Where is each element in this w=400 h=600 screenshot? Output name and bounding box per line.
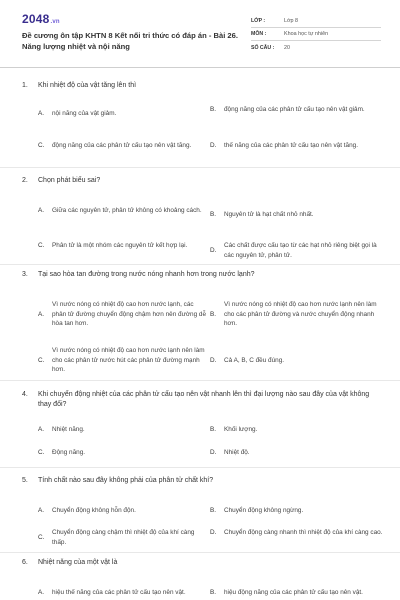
- meta-label: LỚP :: [251, 18, 266, 24]
- option-letter: B.: [210, 106, 217, 113]
- option-d[interactable]: [210, 241, 385, 260]
- option-d[interactable]: [210, 528, 385, 538]
- option-b[interactable]: [210, 425, 385, 435]
- option-letter: D.: [210, 357, 217, 364]
- question-options: [38, 486, 382, 546]
- option-text: Các chất được cấu tạo từ các hạt nhỏ riêng biệt gọi là các nguyên tử, phân tử.: [224, 242, 377, 259]
- option-c[interactable]: [38, 241, 208, 251]
- meta-value: Khoa học tự nhiên: [284, 31, 329, 37]
- meta-row-class: [251, 15, 381, 28]
- logo-main-text: 2048: [22, 12, 50, 26]
- option-text: Chuyển động không ngừng.: [224, 507, 304, 514]
- question-number: 6.: [22, 559, 28, 566]
- option-a[interactable]: [38, 206, 208, 216]
- question-title: [22, 270, 382, 280]
- option-letter: B.: [210, 211, 217, 218]
- option-letter: C.: [38, 533, 45, 541]
- option-text: Vì nước nóng có nhiệt độ cao hơn nước lạnh nên làm cho các phân tử đường và nước chuyển động nhanh hơn.: [224, 301, 377, 327]
- question-number: 2.: [22, 177, 28, 184]
- divider: [0, 167, 400, 168]
- option-d[interactable]: [210, 356, 385, 366]
- question-text: Tính chất nào sau đây không phải của phân tử chất khí?: [38, 477, 214, 484]
- option-a[interactable]: [38, 425, 208, 435]
- question-text: Tại sao hòa tan đường trong nước nóng nhanh hơn trong nước lạnh?: [38, 271, 255, 278]
- option-letter: A.: [38, 589, 45, 596]
- question-5: [22, 476, 382, 546]
- divider: [0, 467, 400, 468]
- option-a[interactable]: [38, 588, 208, 598]
- question-title: [22, 558, 382, 568]
- option-text: Chuyển động càng nhanh thì nhiệt độ của khí càng cao.: [224, 529, 383, 536]
- option-letter: B.: [210, 426, 217, 433]
- question-options: [38, 91, 382, 151]
- question-1: [22, 81, 382, 151]
- option-letter: D.: [210, 246, 217, 254]
- option-text: Vì nước nóng có nhiệt độ cao hơn nước lạnh nên làm cho các phân tử nước hút các phân tử đường mạnh hơn.: [52, 347, 205, 373]
- option-text: Chuyển động không hỗn độn.: [52, 507, 136, 514]
- option-text: Chuyển động càng chậm thì nhiệt độ của khí càng thấp.: [52, 529, 195, 546]
- option-letter: C.: [38, 142, 45, 149]
- option-b[interactable]: [210, 506, 385, 516]
- divider: [0, 552, 400, 553]
- divider: [0, 380, 400, 381]
- option-letter: B.: [210, 310, 217, 318]
- question-4: [22, 390, 382, 460]
- option-letter: D.: [210, 449, 217, 456]
- option-text: Nhiệt năng.: [52, 426, 85, 433]
- option-d[interactable]: [210, 141, 385, 151]
- question-options: [38, 186, 382, 259]
- option-letter: C.: [38, 356, 45, 364]
- question-title: [22, 390, 382, 410]
- option-a[interactable]: [38, 300, 208, 329]
- option-text: hiệu thế năng của các phân tử cấu tạo nên vật.: [52, 589, 186, 596]
- meta-value: 20: [284, 44, 290, 51]
- option-text: động năng của các phân tử cấu tạo nên vật giảm.: [224, 106, 365, 113]
- option-text: hiệu động năng của các phân tử cấu tạo nên vật.: [224, 589, 363, 596]
- meta-label: MÔN :: [251, 31, 267, 37]
- option-b[interactable]: [210, 210, 385, 220]
- question-number: 3.: [22, 271, 28, 278]
- option-letter: A.: [38, 207, 45, 214]
- option-letter: B.: [210, 507, 217, 514]
- meta-row-count: [251, 41, 381, 54]
- site-logo[interactable]: [22, 12, 60, 26]
- option-text: Cả A, B, C đều đúng.: [224, 357, 285, 364]
- option-letter: D.: [210, 529, 217, 536]
- option-b[interactable]: [210, 300, 385, 329]
- meta-value: Lớp 8: [284, 18, 299, 24]
- option-text: Vì nước nóng có nhiệt độ cao hơn nước lạnh, các phân tử đường chuyển động chậm hơn nên đường dễ hòa tan hơn.: [52, 301, 207, 327]
- option-letter: A.: [38, 507, 45, 514]
- question-3: [22, 270, 382, 380]
- option-letter: C.: [38, 449, 45, 456]
- question-number: 1.: [22, 82, 28, 89]
- divider: [0, 264, 400, 265]
- option-letter: B.: [210, 589, 217, 596]
- option-b[interactable]: [210, 105, 385, 115]
- option-a[interactable]: [38, 506, 208, 516]
- option-letter: A.: [38, 310, 45, 318]
- option-c[interactable]: [38, 141, 208, 151]
- question-text: Khi nhiệt độ của vật tăng lên thì: [38, 82, 137, 89]
- option-text: Động năng.: [52, 449, 86, 456]
- option-letter: D.: [210, 142, 217, 149]
- document-title: Đề cương ôn tập KHTN 8 Kết nối tri thức có đáp án - Bài 26. Năng lượng nhiệt và nội năng: [22, 31, 238, 51]
- question-title: [22, 476, 382, 486]
- option-text: Phân tử là một nhóm các nguyên tử kết hợp lại.: [52, 242, 188, 249]
- question-options: [38, 568, 382, 600]
- question-title: [22, 176, 382, 186]
- option-d[interactable]: [210, 448, 385, 458]
- option-text: Khối lượng.: [224, 426, 258, 433]
- option-c[interactable]: [38, 528, 208, 547]
- meta-row-subject: [251, 28, 381, 41]
- option-c[interactable]: [38, 448, 208, 458]
- document-header: [0, 0, 400, 68]
- option-text: Giữa các nguyên tử, phân tử không có khoảng cách.: [52, 207, 202, 214]
- option-b[interactable]: [210, 588, 385, 598]
- question-number: 4.: [22, 391, 28, 398]
- option-a[interactable]: [38, 109, 208, 119]
- logo-suffix-text: .vn: [50, 19, 60, 25]
- question-options: [38, 410, 382, 460]
- option-text: thế năng của các phân tử cấu tạo nên vật tăng.: [224, 142, 358, 149]
- option-text: Nguyên tử là hạt chất nhỏ nhất.: [224, 211, 314, 218]
- option-letter: A.: [38, 426, 45, 433]
- option-text: nội năng của vật giảm.: [52, 110, 117, 117]
- question-number: 5.: [22, 477, 28, 484]
- question-6: [22, 558, 382, 600]
- meta-table: [251, 15, 381, 54]
- question-text: Khi chuyển động nhiệt của các phân tử cấu tạo nên vật nhanh lên thì đại lượng nào sau đây của vật không thay đổi?: [38, 391, 370, 408]
- meta-label: SỐ CÂU :: [251, 44, 275, 51]
- option-letter: A.: [38, 110, 45, 117]
- option-letter: C.: [38, 242, 45, 249]
- question-2: [22, 176, 382, 259]
- option-text: Nhiệt độ.: [224, 449, 250, 456]
- option-c[interactable]: [38, 346, 208, 375]
- option-text: động năng của các phân tử cấu tạo nên vật tăng.: [52, 142, 192, 149]
- question-options: [38, 280, 382, 380]
- question-title: [22, 81, 382, 91]
- question-text: Chọn phát biểu sai?: [38, 177, 101, 184]
- question-text: Nhiệt năng của một vật là: [38, 559, 118, 566]
